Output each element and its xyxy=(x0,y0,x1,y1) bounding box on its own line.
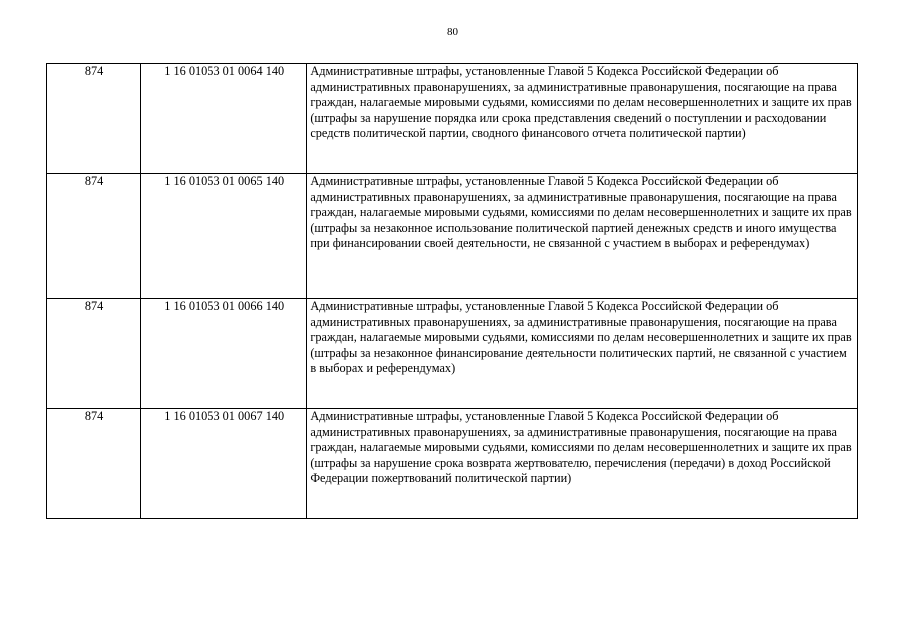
admin-code-cell: 874 xyxy=(47,299,141,409)
admin-code-cell: 874 xyxy=(47,409,141,519)
admin-code-cell: 874 xyxy=(47,174,141,299)
classification-code-cell: 1 16 01053 01 0064 140 xyxy=(141,64,307,174)
classification-code-cell: 1 16 01053 01 0065 140 xyxy=(141,174,307,299)
table-row xyxy=(47,299,858,409)
table-row xyxy=(47,409,858,519)
admin-code-cell: 874 xyxy=(47,64,141,174)
description-cell: Административные штрафы, установленные Главой 5 Кодекса Российской Федерации об административных правонарушениях, за административные правонарушения, посягающие на права граждан, налагаемые мировыми судьями, комиссиями по делам несовершеннолетних и защите их прав (штрафы за незаконное финансирование деятельности политических партий, не связанной с участием в выборах и референдумах) xyxy=(307,299,858,409)
description-cell: Административные штрафы, установленные Главой 5 Кодекса Российской Федерации об административных правонарушениях, за административные правонарушения, посягающие на права граждан, налагаемые мировыми судьями, комиссиями по делам несовершеннолетних и защите их прав (штрафы за нарушение порядка или срока представления сведений о поступлении и расходовании средств политической партии, сводного финансового отчета политической партии) xyxy=(307,64,858,174)
description-cell: Административные штрафы, установленные Главой 5 Кодекса Российской Федерации об административных правонарушениях, за административные правонарушения, посягающие на права граждан, налагаемые мировыми судьями, комиссиями по делам несовершеннолетних и защите их прав (штрафы за незаконное использование политической партией денежных средств и иного имущества при финансировании своей деятельности, не связанной с участием в выборах и референдумах) xyxy=(307,174,858,299)
page-number: 80 xyxy=(447,26,458,38)
budget-classification-table xyxy=(46,63,858,519)
classification-code-cell: 1 16 01053 01 0067 140 xyxy=(141,409,307,519)
table-row xyxy=(47,174,858,299)
description-cell: Административные штрафы, установленные Главой 5 Кодекса Российской Федерации об административных правонарушениях, за административные правонарушения, посягающие на права граждан, налагаемые мировыми судьями, комиссиями по делам несовершеннолетних и защите их прав (штрафы за нарушение срока возврата жертвователю, перечисления (передачи) в доход Российской Федерации пожертвований политической партии) xyxy=(307,409,858,519)
table-row xyxy=(47,64,858,174)
classification-code-cell: 1 16 01053 01 0066 140 xyxy=(141,299,307,409)
